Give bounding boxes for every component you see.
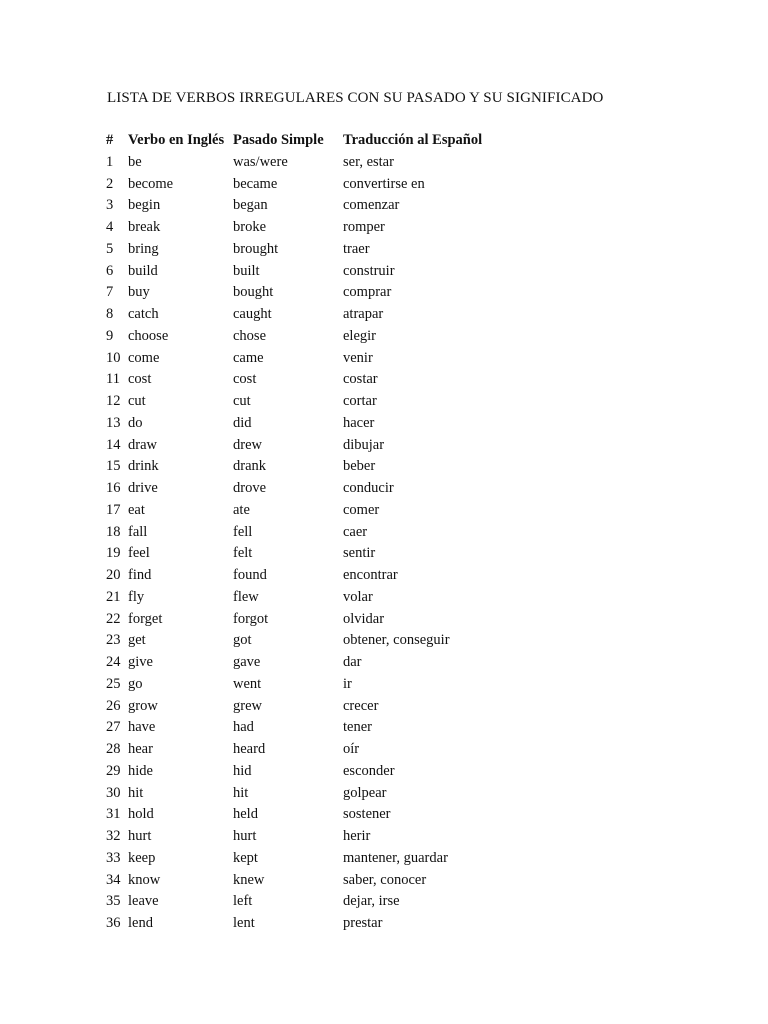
row-number: 16 (106, 480, 121, 496)
table-row (106, 587, 543, 609)
table-row (106, 761, 543, 783)
past-cell: cut (233, 393, 251, 409)
row-number: 5 (106, 240, 114, 257)
past-cell: knew (233, 871, 265, 888)
past-cell: brought (233, 240, 279, 257)
header-translation: Traducción al Español (343, 132, 483, 148)
past-cell: ate (233, 501, 250, 518)
translation-cell: cortar (343, 393, 377, 409)
table-row (106, 304, 543, 326)
table-row (106, 391, 543, 413)
past-cell: drew (233, 436, 262, 453)
verb-cell: keep (128, 849, 156, 866)
header-num: # (106, 132, 114, 148)
past-cell: drove (233, 480, 267, 496)
translation-cell: esconder (343, 762, 395, 779)
verb-cell: fly (128, 588, 145, 605)
row-number: 6 (106, 262, 114, 279)
translation-cell: tener (343, 719, 372, 736)
verb-cell: break (128, 219, 161, 235)
translation-cell: volar (343, 588, 373, 605)
past-cell: hit (233, 784, 249, 801)
translation-cell: comer (343, 501, 380, 518)
past-cell: left (233, 893, 253, 910)
row-number: 10 (106, 349, 121, 366)
translation-cell: hacer (343, 414, 375, 431)
verb-cell: cut (128, 393, 146, 409)
row-number: 9 (106, 327, 114, 344)
table-row (106, 282, 543, 304)
past-cell: hid (233, 762, 252, 779)
header-past: Pasado Simple (233, 132, 324, 148)
table-row (106, 217, 543, 239)
table-row (106, 152, 543, 174)
row-number: 28 (106, 741, 121, 757)
row-number: 15 (106, 458, 121, 475)
table-row (106, 913, 543, 935)
row-number: 4 (106, 219, 114, 235)
row-number: 26 (106, 697, 121, 714)
table-row (106, 174, 543, 196)
past-cell: fell (233, 523, 253, 540)
row-number: 2 (106, 175, 114, 192)
verb-cell: grow (128, 697, 158, 714)
row-number: 13 (106, 414, 121, 431)
verb-cell: leave (128, 893, 159, 910)
row-number: 33 (106, 849, 121, 866)
row-number: 7 (106, 284, 114, 301)
translation-cell: encontrar (343, 567, 398, 583)
past-cell: found (233, 567, 267, 583)
row-number: 23 (106, 632, 121, 649)
verb-cell: drive (128, 480, 158, 496)
verb-cell: drink (128, 458, 159, 475)
verb-cell: hit (128, 784, 144, 801)
translation-cell: construir (343, 262, 395, 279)
verb-cell: be (128, 153, 142, 170)
translation-cell: prestar (343, 915, 383, 931)
row-number: 34 (106, 871, 121, 888)
table-row (106, 652, 543, 674)
table-row (106, 348, 543, 370)
past-cell: chose (233, 327, 267, 344)
verb-cell: fall (128, 523, 148, 540)
past-cell: got (233, 632, 252, 649)
translation-cell: caer (343, 523, 368, 540)
verb-cell: get (128, 632, 146, 649)
past-cell: drank (233, 458, 267, 475)
translation-cell: comprar (343, 284, 392, 301)
table-row (106, 783, 543, 805)
row-number: 8 (106, 306, 114, 322)
past-cell: was/were (233, 153, 288, 170)
past-cell: became (233, 175, 278, 192)
table-row (106, 413, 543, 435)
row-number: 32 (106, 828, 121, 844)
past-cell: felt (233, 545, 253, 562)
verb-cell: draw (128, 436, 157, 453)
table-row (106, 456, 543, 478)
translation-cell: crecer (343, 697, 379, 714)
table-row (106, 717, 543, 739)
translation-cell: beber (343, 458, 376, 475)
header-verb: Verbo en Inglés (128, 132, 225, 148)
translation-cell: traer (343, 240, 370, 257)
row-number: 3 (106, 197, 114, 214)
table-row (106, 739, 543, 761)
row-number: 20 (106, 567, 121, 583)
translation-cell: dejar, irse (343, 893, 400, 910)
table-row (106, 326, 543, 348)
translation-cell: comenzar (343, 197, 400, 214)
verb-cell: forget (128, 610, 163, 627)
row-number: 18 (106, 523, 121, 540)
table-header-row (106, 130, 543, 152)
past-cell: kept (233, 849, 258, 866)
past-cell: caught (233, 306, 272, 322)
translation-cell: saber, conocer (343, 871, 427, 888)
table-row (106, 891, 543, 913)
row-number: 22 (106, 610, 121, 627)
translation-cell: costar (343, 371, 378, 388)
verb-cell: know (128, 871, 161, 888)
table-body (106, 152, 543, 935)
translation-cell: conducir (343, 480, 394, 496)
row-number: 24 (106, 654, 121, 670)
verb-cell: bring (128, 240, 159, 257)
row-number: 35 (106, 893, 121, 910)
translation-cell: romper (343, 219, 385, 235)
translation-cell: mantener, guardar (343, 849, 448, 866)
table-row (106, 804, 543, 826)
table-row (106, 565, 543, 587)
table-row (106, 478, 543, 500)
past-cell: had (233, 719, 254, 736)
past-cell: forgot (233, 610, 269, 627)
verb-cell: choose (128, 327, 169, 344)
past-cell: came (233, 349, 264, 366)
table-row (106, 696, 543, 718)
past-cell: broke (233, 219, 267, 235)
translation-cell: ser, estar (343, 153, 394, 170)
past-cell: lent (233, 915, 255, 931)
table-row (106, 261, 543, 283)
past-cell: flew (233, 588, 259, 605)
verb-cell: find (128, 567, 152, 583)
table-row (106, 870, 543, 892)
verb-table (106, 130, 543, 935)
table-row (106, 543, 543, 565)
verb-cell: hear (128, 741, 153, 757)
translation-cell: oír (343, 741, 360, 757)
row-number: 17 (106, 501, 121, 518)
row-number: 1 (106, 153, 114, 170)
row-number: 36 (106, 915, 121, 931)
past-cell: heard (233, 741, 266, 757)
verb-cell: have (128, 719, 156, 736)
translation-cell: venir (343, 349, 373, 366)
verb-cell: eat (128, 501, 145, 518)
translation-cell: dibujar (343, 436, 385, 453)
table-row (106, 826, 543, 848)
past-cell: bought (233, 284, 274, 301)
table-row (106, 369, 543, 391)
row-number: 27 (106, 719, 121, 736)
row-number: 31 (106, 806, 121, 823)
past-cell: began (233, 197, 268, 214)
table-row (106, 674, 543, 696)
table-row (106, 435, 543, 457)
translation-cell: convertirse en (343, 175, 425, 192)
row-number: 12 (106, 393, 121, 409)
row-number: 21 (106, 588, 121, 605)
verb-cell: go (128, 675, 143, 692)
row-number: 14 (106, 436, 121, 453)
row-number: 30 (106, 784, 121, 801)
verb-cell: feel (128, 545, 150, 562)
translation-cell: obtener, conseguir (343, 632, 450, 649)
past-cell: built (233, 262, 260, 279)
verb-cell: become (128, 175, 174, 192)
verb-cell: lend (128, 915, 153, 931)
translation-cell: olvidar (343, 610, 385, 627)
verb-cell: cost (128, 371, 152, 388)
past-cell: cost (233, 371, 257, 388)
past-cell: hurt (233, 828, 257, 844)
verb-cell: give (128, 654, 153, 670)
translation-cell: sostener (343, 806, 391, 823)
verb-cell: build (128, 262, 158, 279)
translation-cell: golpear (343, 784, 387, 801)
verb-cell: buy (128, 284, 150, 301)
table-row (106, 630, 543, 652)
translation-cell: sentir (343, 545, 376, 562)
translation-cell: dar (343, 654, 362, 670)
verb-cell: hold (128, 806, 154, 823)
past-cell: went (233, 675, 262, 692)
past-cell: grew (233, 697, 262, 714)
row-number: 25 (106, 675, 121, 692)
row-number: 19 (106, 545, 121, 562)
table-row (106, 195, 543, 217)
table-row (106, 500, 543, 522)
verb-cell: come (128, 349, 160, 366)
table-row (106, 609, 543, 631)
verb-cell: begin (128, 197, 161, 214)
past-cell: gave (233, 654, 261, 670)
verb-cell: catch (128, 306, 159, 322)
verb-cell: hide (128, 762, 153, 779)
translation-cell: herir (343, 828, 371, 844)
translation-cell: elegir (343, 327, 377, 344)
document-title: LISTA DE VERBOS IRREGULARES CON SU PASADO Y SU SIGNIFICADO (107, 90, 604, 106)
table-row (106, 239, 543, 261)
row-number: 29 (106, 762, 121, 779)
row-number: 11 (106, 371, 120, 388)
past-cell: held (233, 806, 258, 823)
table-row (106, 522, 543, 544)
past-cell: did (233, 414, 252, 431)
verb-cell: hurt (128, 828, 152, 844)
table-row (106, 848, 543, 870)
verb-cell: do (128, 414, 143, 431)
translation-cell: atrapar (343, 306, 384, 322)
translation-cell: ir (343, 675, 352, 692)
